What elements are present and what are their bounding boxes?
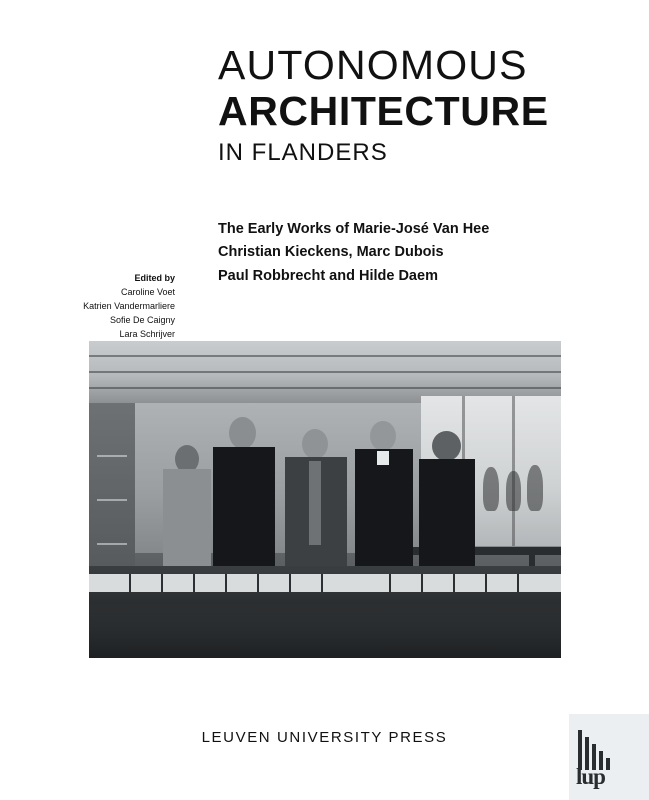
logo-text: lup — [576, 764, 605, 789]
photo-scene — [89, 341, 561, 658]
subtitle-line: Paul Robbrecht and Hilde Daem — [218, 267, 438, 284]
photo-ceiling — [89, 341, 561, 403]
cover-photograph — [89, 341, 561, 658]
title-line-2: ARCHITECTURE — [218, 88, 549, 135]
title-block — [218, 44, 618, 171]
editor-name: Sofie De Caigny — [109, 314, 175, 325]
title-line-3: IN FLANDERS — [218, 139, 388, 167]
subtitle-block — [218, 218, 628, 288]
photo-floor — [89, 566, 561, 658]
editors-block — [35, 272, 175, 342]
title-line-1: AUTONOMOUS — [218, 42, 528, 88]
editors-label: Edited by — [134, 273, 175, 283]
publisher-name: LEUVEN UNIVERSITY PRESS — [201, 729, 448, 746]
editor-name: Caroline Voet — [120, 286, 175, 297]
subtitle-line: Christian Kieckens, Marc Dubois — [218, 244, 444, 261]
editor-name: Katrien Vandermarliere — [83, 300, 175, 311]
subtitle-line: The Early Works of Marie-José Van Hee — [218, 221, 490, 237]
publisher-logo — [569, 714, 649, 800]
editor-name: Lara Schrijver — [119, 328, 175, 339]
